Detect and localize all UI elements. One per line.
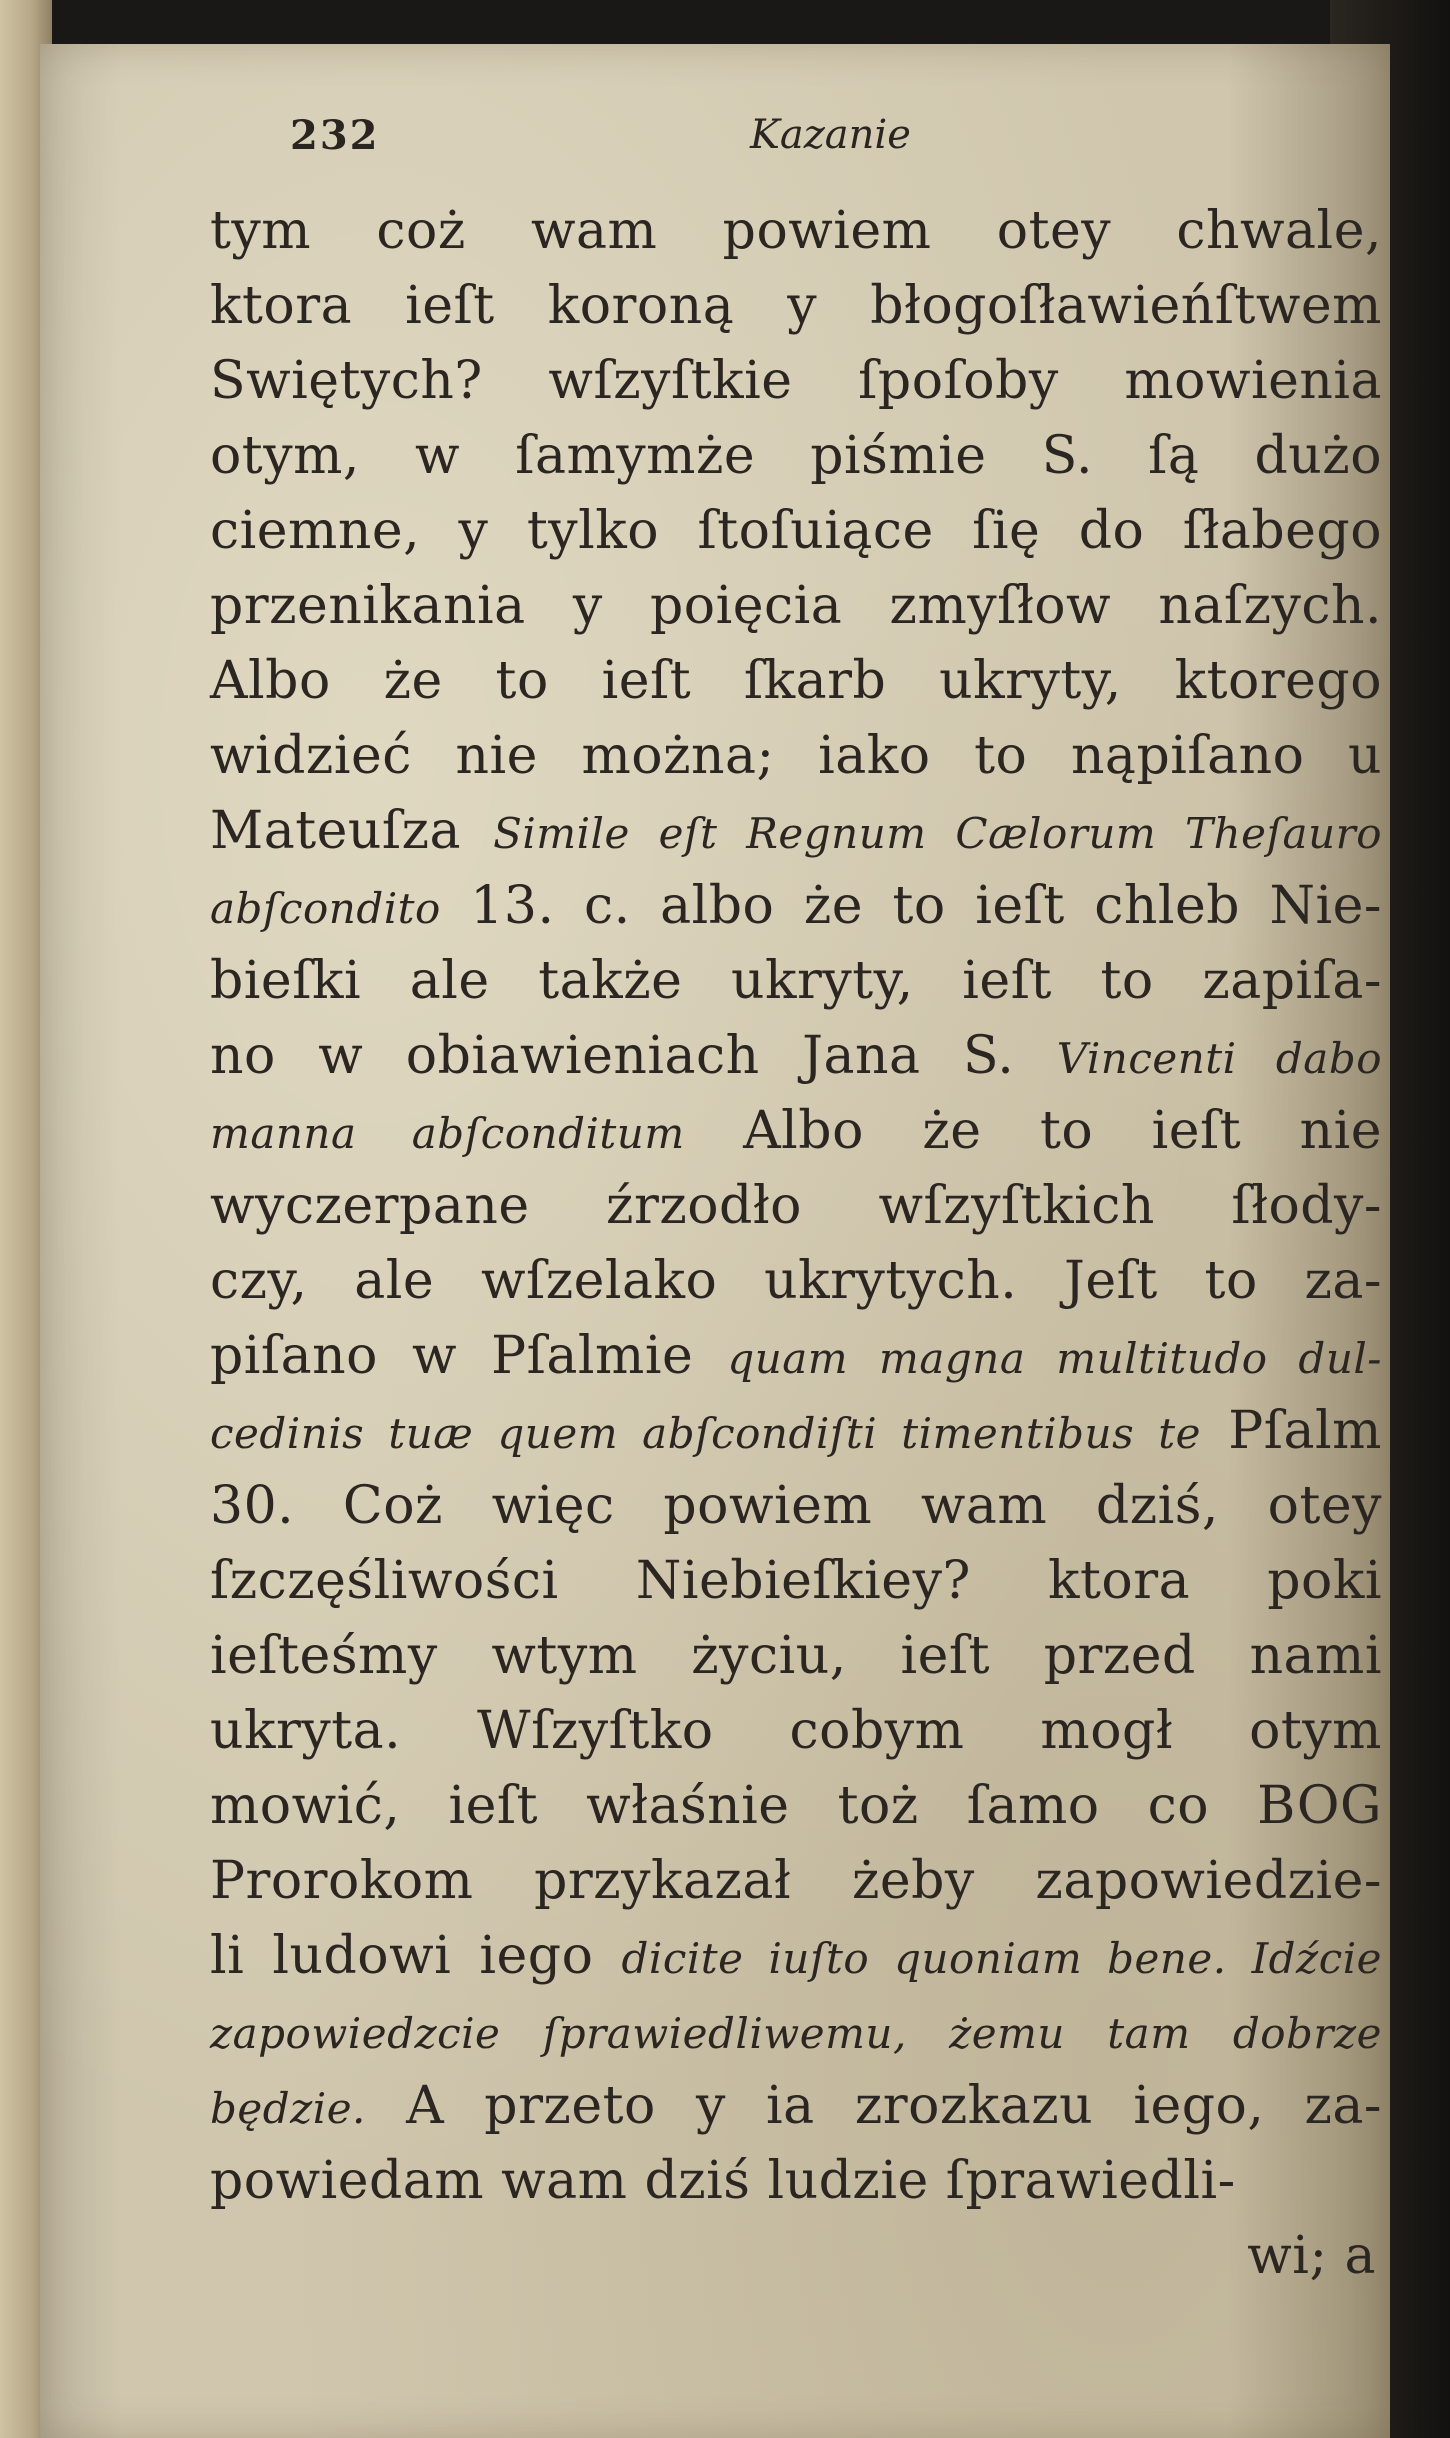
line-text: ktora ieſt koroną y błogoſławieńſtwem bbox=[210, 276, 1382, 336]
text-line bbox=[210, 269, 1382, 344]
text-line bbox=[210, 1544, 1382, 1619]
running-title: Kazanie bbox=[750, 112, 911, 158]
text-line bbox=[210, 569, 1382, 644]
latin-quotation: Vincenti dabo bbox=[1056, 1034, 1383, 1083]
text-line bbox=[210, 794, 1382, 869]
book-page bbox=[40, 44, 1390, 2438]
line-text: przenikania y poięcia zmyſłow naſzych. bbox=[210, 576, 1382, 636]
text-line bbox=[210, 1844, 1382, 1919]
text-line bbox=[210, 1619, 1382, 1694]
line-text: Prorokom przykazał żeby zapowiedzie- bbox=[210, 1851, 1382, 1911]
line-text: li ludowi iego bbox=[210, 1926, 622, 1986]
line-text: bieſki ale także ukryty, ieſt to zapiſa- bbox=[210, 951, 1382, 1011]
text-line bbox=[210, 194, 1382, 269]
line-text: Albo że to ieſt ſkarb ukryty, ktorego bbox=[210, 651, 1382, 711]
page-header bbox=[290, 112, 1290, 182]
line-text: ciemne, y tylko ſtoſuiące ſię do ſłabego bbox=[210, 501, 1382, 561]
line-text: powiedam wam dziś ludzie ſprawiedli- bbox=[210, 2151, 1236, 2211]
line-text: tym coż wam powiem otey chwale, bbox=[210, 201, 1382, 261]
catchword: wi; a bbox=[1247, 2226, 1376, 2286]
page-number: 232 bbox=[290, 112, 380, 159]
text-line bbox=[210, 944, 1382, 1019]
line-text: no w obiawieniach Jana S. bbox=[210, 1026, 1057, 1086]
line-text: wyczerpane źrzodło wſzyſtkich ſłody- bbox=[210, 1176, 1382, 1236]
text-line bbox=[210, 644, 1382, 719]
text-line bbox=[210, 2144, 1382, 2219]
latin-quotation: abſcondito bbox=[210, 884, 441, 933]
text-line bbox=[210, 1769, 1382, 1844]
line-text: ukryta. Wſzyſtko cobym mogł otym bbox=[210, 1701, 1382, 1761]
latin-quotation: Simile eſt Regnum Cælorum Theſauro bbox=[493, 809, 1382, 858]
sermon-body-text bbox=[210, 194, 1382, 2294]
latin-quotation: manna abſconditum bbox=[210, 1109, 685, 1158]
latin-quotation: będzie. bbox=[210, 2084, 366, 2133]
text-line bbox=[210, 419, 1382, 494]
line-text: ieſteśmy wtym życiu, ieſt przed nami bbox=[210, 1626, 1382, 1686]
line-text: Swiętych? wſzyſtkie ſpoſoby mowienia bbox=[210, 351, 1382, 411]
text-line bbox=[210, 869, 1382, 944]
text-line bbox=[210, 494, 1382, 569]
text-line bbox=[210, 344, 1382, 419]
text-line bbox=[210, 1019, 1382, 1094]
text-line bbox=[210, 719, 1382, 794]
text-line bbox=[210, 1994, 1382, 2069]
line-text: czy, ale wſzelako ukrytych. Jeſt to za- bbox=[210, 1251, 1382, 1311]
line-text: Mateuſza bbox=[210, 801, 494, 861]
text-line bbox=[210, 1469, 1382, 1544]
line-text: 13. c. albo że to ieſt chleb Nie- bbox=[440, 876, 1382, 936]
latin-quotation: zapowiedzcie ſprawiedliwemu, żemu tam dobrze bbox=[210, 2009, 1382, 2058]
line-text: Pſalm bbox=[1201, 1401, 1382, 1461]
line-text: Albo że to ieſt nie bbox=[684, 1101, 1382, 1161]
line-text: piſano w Pſalmie bbox=[210, 1326, 728, 1386]
line-text: otym, w ſamymże piśmie S. ſą dużo bbox=[210, 426, 1382, 486]
text-line bbox=[210, 1094, 1382, 1169]
text-line bbox=[210, 1919, 1382, 1994]
line-text: mowić, ieſt właśnie toż ſamo co BOG bbox=[210, 1776, 1382, 1836]
text-line bbox=[210, 1319, 1382, 1394]
text-line bbox=[210, 1169, 1382, 1244]
text-line bbox=[210, 2069, 1382, 2144]
line-text: widzieć nie można; iako to nąpiſano u bbox=[210, 726, 1382, 786]
text-line bbox=[210, 1394, 1382, 1469]
text-line bbox=[210, 1694, 1382, 1769]
latin-quotation: dicite iuſto quoniam bene. Idźcie bbox=[621, 1934, 1383, 1983]
latin-quotation: cedinis tuæ quem abſcondiſti timentibus te bbox=[210, 1409, 1201, 1458]
line-text: A przeto y ia zrozkazu iego, za- bbox=[365, 2076, 1382, 2136]
line-text: ſzczęśliwości Niebieſkiey? ktora poki bbox=[210, 1551, 1382, 1611]
line-text: 30. Coż więc powiem wam dziś, otey bbox=[210, 1476, 1382, 1536]
text-line bbox=[210, 1244, 1382, 1319]
latin-quotation: quam magna multitudo dul- bbox=[727, 1334, 1382, 1383]
